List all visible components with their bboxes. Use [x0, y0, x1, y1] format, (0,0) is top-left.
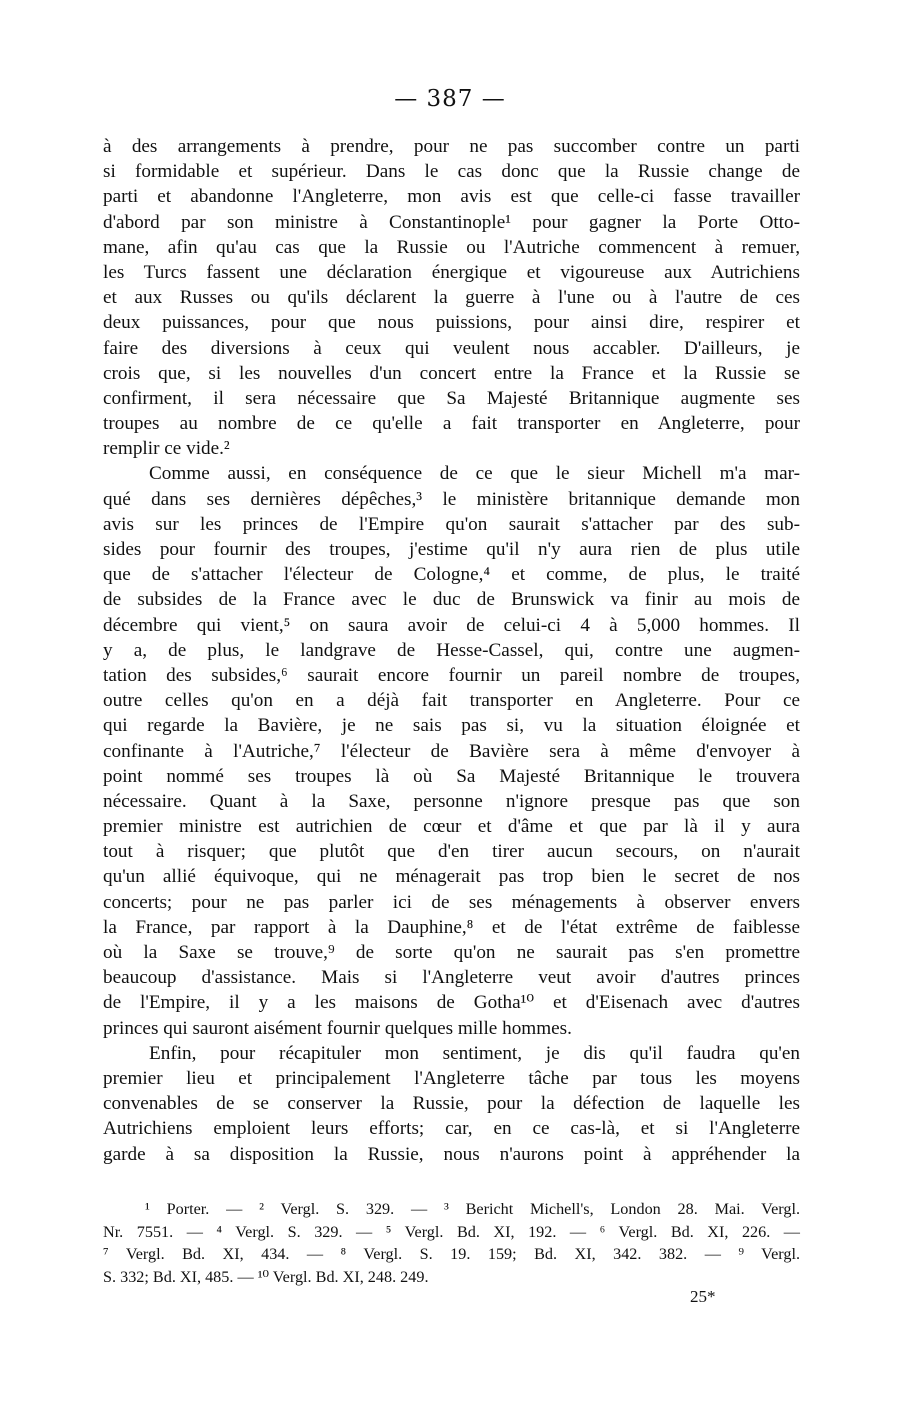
text-line: de l'Empire, il y a les maisons de Gotha¹⁰ et d'Eisenach avec d'autres — [103, 992, 800, 1014]
text-line: premier ministre est autrichien de cœur et d'âme et que par là il y aura — [103, 816, 800, 838]
text-line: confinante à l'Autriche,⁷ l'électeur de Bavière sera à même d'envoyer à — [103, 740, 800, 762]
text-line: deux puissances, pour que nous puissions, pour ainsi dire, respirer et — [103, 312, 800, 334]
footnote-line: ¹ Porter. — ² Vergl. S. 329. — ³ Bericht Michell's, London 28. Mai. Vergl. — [145, 1200, 800, 1218]
text-line: à des arrangements à prendre, pour ne pas succomber contre un parti — [103, 136, 800, 157]
text-line: crois que, si les nouvelles d'un concert entre la France et la Russie se — [103, 362, 800, 384]
footnote-line: Nr. 7551. — ⁴ Vergl. S. 329. — ⁵ Vergl. Bd. XI, 192. — ⁶ Vergl. Bd. XI, 226. — — [103, 1222, 800, 1241]
text-line: d'abord par son ministre à Constantinople¹ pour gagner la Porte Otto- — [103, 211, 800, 233]
body-text — [103, 134, 800, 1167]
paragraph-2 — [103, 461, 800, 1040]
text-line: tation des subsides,⁶ saurait encore fournir un pareil nombre de troupes, — [103, 664, 800, 686]
footnotes — [103, 1198, 800, 1288]
footnote-line: S. 332; Bd. XI, 485. — ¹⁰ Vergl. Bd. XI, 248. 249. — [103, 1267, 429, 1286]
text-line: parti et abandonne l'Angleterre, mon avis est que celle-ci fasse travailler — [103, 186, 800, 208]
text-line: y a, de plus, le landgrave de Hesse-Cassel, qui, contre une augmen- — [103, 639, 800, 661]
text-line: qu'un allié équivoque, qui ne ménagerait pas trop bien le secret de nos — [103, 866, 800, 888]
text-line: troupes au nombre de ce qu'elle a fait transporter en Angleterre, pour — [103, 413, 800, 435]
text-line: point nommé ses troupes là où Sa Majesté Britannique le trouvera — [103, 765, 800, 787]
page-number: — 387 — — [394, 86, 506, 112]
text-line: premier lieu et principalement l'Angleterre tâche par tous les moyens — [103, 1067, 800, 1089]
text-line: nécessaire. Quant à la Saxe, personne n'ignore presque pas que son — [103, 790, 800, 812]
text-line: décembre qui vient,⁵ on saura avoir de celui-ci 4 à 5,000 hommes. Il — [103, 614, 800, 636]
text-line: où la Saxe se trouve,⁹ de sorte qu'on ne saurait pas s'en promettre — [103, 942, 800, 963]
text-line: beaucoup d'assistance. Mais si l'Angleterre veut avoir d'autres princes — [103, 967, 800, 989]
text-line: Enfin, pour récapituler mon sentiment, je dis qu'il faudra qu'en — [149, 1042, 800, 1064]
text-line: que de s'attacher l'électeur de Cologne,⁴ et comme, de plus, le traité — [103, 564, 800, 586]
text-line: et aux Russes ou qu'ils déclarent la guerre à l'une ou à l'autre de ces — [103, 287, 800, 309]
text-line: mane, afin qu'au cas que la Russie ou l'Autriche commencent à remuer, — [103, 236, 800, 258]
text-line: qui regarde la Bavière, je ne sais pas si, vu la situation éloignée et — [103, 715, 800, 737]
text-line: remplir ce vide.² — [103, 438, 230, 460]
footnote-line: ⁷ Vergl. Bd. XI, 434. — ⁸ Vergl. S. 19. 159; Bd. XI, 342. 382. — ⁹ Vergl. — [103, 1245, 800, 1263]
paragraph-3 — [103, 1041, 800, 1167]
text-line: convenables de se conserver la Russie, pour la défection de laquelle les — [103, 1093, 800, 1115]
text-line: outre celles qu'on en a déjà fait transporter en Angleterre. Pour ce — [103, 690, 800, 712]
text-line: Comme aussi, en conséquence de ce que le sieur Michell m'a mar- — [149, 463, 800, 485]
text-line: sides pour fournir des troupes, j'estime qu'il n'y aura rien de plus utile — [103, 539, 800, 560]
text-line: la France, par rapport à la Dauphine,⁸ et de l'état extrême de faiblesse — [103, 916, 800, 938]
text-line: garde à sa disposition la Russie, nous n'aurons point à appréhender la — [103, 1143, 800, 1165]
text-line: tout à risquer; que plutôt que d'en tirer aucun secours, on n'aurait — [103, 841, 800, 863]
text-line: si formidable et supérieur. Dans le cas donc que la Russie change de — [103, 161, 800, 183]
paragraph-1 — [103, 134, 800, 461]
text-line: faire des diversions à ceux qui veulent nous accabler. D'ailleurs, je — [103, 337, 800, 359]
text-line: de subsides de la France avec le duc de Brunswick va finir au mois de — [103, 589, 800, 611]
text-line: qué dans ses dernières dépêches,³ le ministère britannique demande mon — [103, 488, 800, 510]
text-line: princes qui sauront aisément fournir quelques mille hommes. — [103, 1017, 572, 1039]
text-line: confirment, il sera nécessaire que Sa Majesté Britannique augmente ses — [103, 387, 800, 409]
text-line: les Turcs fassent une déclaration énergique et vigoureuse aux Autrichiens — [103, 261, 800, 283]
printer-signature-mark: 25* — [690, 1287, 716, 1306]
text-line: Autrichiens emploient leurs efforts; car, en ce cas-là, et si l'Angleterre — [103, 1118, 800, 1140]
text-line: avis sur les princes de l'Empire qu'on saurait s'attacher par des sub- — [103, 513, 800, 535]
text-line: concerts; pour ne pas parler ici de ses ménagements à observer envers — [103, 891, 800, 913]
